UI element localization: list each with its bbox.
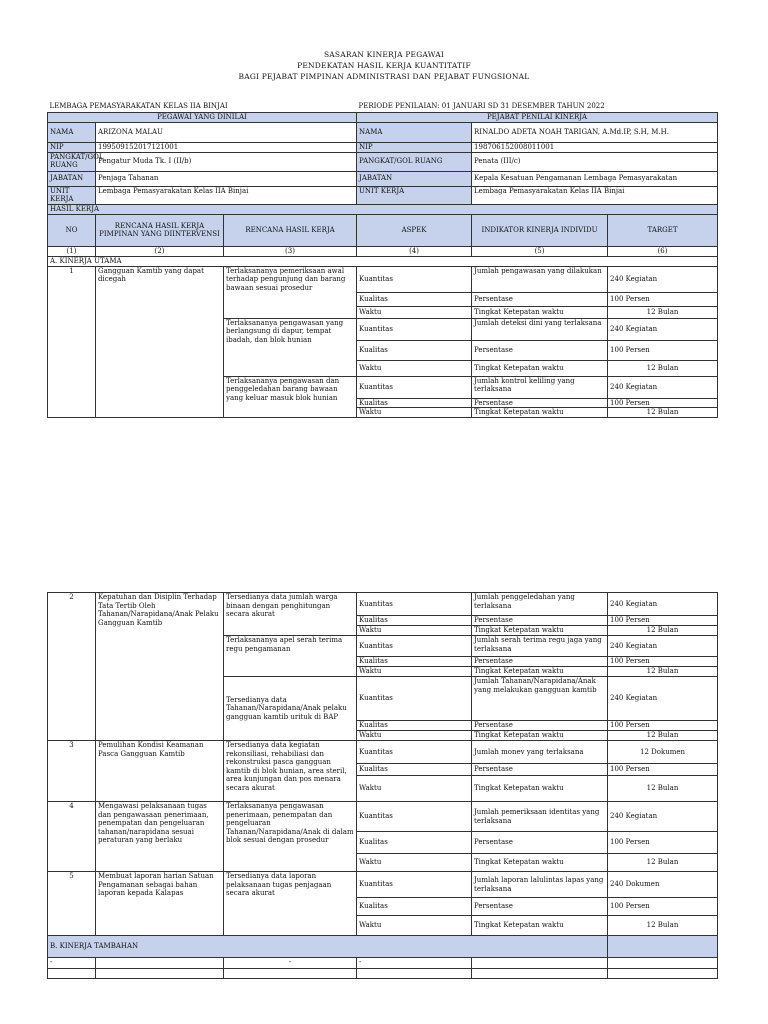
item1-r3-target-kualitas: 100 Persen [608,398,718,408]
item5-r1-persentase: Persentase [472,898,608,916]
pegawai-header: PEGAWAI YANG DINILAI [48,112,357,122]
item1-r1-rhk: Terlaksananya pemeriksaan awal terhadap pengunjung dan barang bawaan sesuai prosedur [224,266,357,318]
penilai-pangkat-label: PANGKAT/GOL RUANG [357,152,472,171]
item1-r3-kuantitas: Kuantitas [357,376,472,398]
col-num-1: (1) [48,246,96,256]
instansi-label: LEMBAGA PEMASYARAKATAN KELAS IIA BINJAI [49,102,228,110]
tambahan-empty-5 [472,969,608,979]
item2-r3-persentase: Persentase [472,721,608,731]
item2-r1-waktu: Waktu [357,626,472,636]
item1-r2-ketepatan: Tingkat Ketepatan waktu [472,360,608,376]
item1-r1-persentase: Persentase [472,292,608,306]
pegawai-jabatan-label: JABATAN [48,171,96,186]
pegawai-nip: 199509152017121001 [96,142,357,152]
item4-r1-persentase: Persentase [472,832,608,854]
item1-r2-kualitas: Kualitas [357,340,472,360]
item5-r1-rhk: Tersedianya data laporan pelaksanaan tugas penjagaan secara akurat [224,872,357,936]
col-rhk: RENCANA HASIL KERJA [224,214,357,246]
item3-r1-target-kualitas: 100 Persen [608,764,718,776]
tambahan-aspek: - [357,958,472,969]
col-num-5: (5) [472,246,608,256]
item4-r1-ketepatan: Tingkat Ketepatan waktu [472,854,608,872]
item3-r1-target: 12 Dokumen [608,741,718,764]
item1-r1-kualitas: Kualitas [357,292,472,306]
item1-r1-target: 240 Kegiatan [608,266,718,292]
item3-r1-iki: Jumlah monev yang terlaksana [472,741,608,764]
item1-r2-waktu: Waktu [357,360,472,376]
item2-r1-target-waktu: 12 Bulan [608,626,718,636]
item3-no: 3 [48,741,96,802]
item2-r2-target-kualitas: 100 Persen [608,657,718,667]
item2-r2-iki: Jumlah serah terima regu jaga yang terlaksana [472,636,608,657]
item1-r3-target-waktu: 12 Bulan [608,408,718,418]
item1-r2-target-kualitas: 100 Persen [608,340,718,360]
item3-r1-persentase: Persentase [472,764,608,776]
item1-r3-persentase: Persentase [472,398,608,408]
item1-pimpinan: Gangguan Kamtib yang dapat dicegah [96,266,224,417]
pegawai-nama: ARIZONA MALAU [96,122,357,142]
item1-r2-target: 240 Kegiatan [608,318,718,340]
item3-r1-kualitas: Kualitas [357,764,472,776]
penilai-nama: RINALDO ADETA NOAH TARIGAN, A.Md.IP, S.H, M.H. [472,122,718,142]
pegawai-unit: Lembaga Pemasyarakatan Kelas IIA Binjai [96,186,357,204]
item2-r3-target-kualitas: 100 Persen [608,721,718,731]
hasil-kerja-label: HASIL KERJA [48,204,718,214]
item4-r1-waktu: Waktu [357,854,472,872]
item4-r1-target: 240 Kegiatan [608,802,718,832]
item1-r1-iki: Jumlah pengawasan yang dilakukan [472,266,608,292]
tambahan-no: - [48,958,96,969]
pegawai-pangkat: Pengatur Muda Tk. I (II/b) [96,152,357,171]
col-num-6: (6) [608,246,718,256]
item1-r3-kualitas: Kualitas [357,398,472,408]
col-rhk-pimpinan: RENCANA HASIL KERJA PIMPINAN YANG DIINTERVENSI [96,214,224,246]
item1-r3-target: 240 Kegiatan [608,376,718,398]
item2-r1-kuantitas: Kuantitas [357,593,472,616]
tambahan-rhk: - [224,958,357,969]
item5-no: 5 [48,872,96,936]
section-b-target-cell [608,936,718,958]
pegawai-nama-label: NAMA [48,122,96,142]
item1-r2-rhk: Terlaksananya pengawasan yang berlangsung di dapur, tempat ibadah, dan blok hunian [224,318,357,376]
item2-r2-kualitas: Kualitas [357,657,472,667]
item1-r2-target-waktu: 12 Bulan [608,360,718,376]
item1-r1-ketepatan: Tingkat Ketepatan waktu [472,306,608,318]
pegawai-nip-label: NIP [48,142,96,152]
item4-r1-kuantitas: Kuantitas [357,802,472,832]
item2-r1-kualitas: Kualitas [357,616,472,626]
item1-r1-kuantitas: Kuantitas [357,266,472,292]
item5-r1-iki: Jumlah laporan lalulintas lapas yang terlaksana [472,872,608,898]
item2-r3-iki: Jumlah Tahanan/Narapidana/Anak yang melakukan gangguan kamtib [472,677,608,721]
item2-r1-iki: Jumlah penggeledahan yang terlaksana [472,593,608,616]
item4-r1-rhk: Terlaksananya pengawasan penerimaan, penempatan dan pengeluaran Tahanan/Narapidana/Anak di dalam blok sesuai dengan prosedur [224,802,357,872]
item3-pimpinan: Pemulihan Kondisi Keamanan Pasca Gangguan Kamtib [96,741,224,802]
tambahan-empty-1 [48,969,96,979]
penilai-nip: 198706152008011001 [472,142,718,152]
item2-r3-waktu: Waktu [357,731,472,741]
item2-r2-target-waktu: 12 Bulan [608,667,718,677]
item2-r1-rhk: Tersedianya data jumlah warga binaan dengan penghitungan secara akurat [224,593,357,636]
tambahan-pimpinan [96,958,224,969]
item2-pimpinan: Kepatuhan dan Disiplin Terhadap Tata Tertib Oleh Tahanan/Narapidana/Anak Pelaku Gangguan Kamtib [96,593,224,741]
item2-r1-target: 240 Kegiatan [608,593,718,616]
item1-r3-waktu: Waktu [357,408,472,418]
item2-r3-target-waktu: 12 Bulan [608,731,718,741]
section-kinerja-tambahan: B. KINERJA TAMBAHAN [48,936,608,958]
section-kinerja-utama: A. KINERJA UTAMA [48,256,718,266]
doc-title-line1: SASARAN KINERJA PEGAWAI [323,50,445,59]
item2-r2-target: 240 Kegiatan [608,636,718,657]
item2-r3-ketepatan: Tingkat Ketepatan waktu [472,731,608,741]
item1-r2-iki: Jumlah deteksi dini yang terlaksana [472,318,608,340]
item1-r2-persentase: Persentase [472,340,608,360]
tambahan-empty-4 [357,969,472,979]
item1-r3-iki: Jumlah kontrol keliling yang terlaksana [472,376,608,398]
penilai-header: PEJABAT PENILAI KINERJA [357,112,718,122]
item5-r1-waktu: Waktu [357,916,472,936]
item5-r1-kuantitas: Kuantitas [357,872,472,898]
item2-no: 2 [48,593,96,741]
periode-label: PERIODE PENILAIAN: 01 JANUARI SD 31 DESEMBER TAHUN 2022 [358,102,605,110]
col-target: TARGET [608,214,718,246]
col-iki: INDIKATOR KINERJA INDIVIDU [472,214,608,246]
tambahan-target [608,958,718,969]
skp-table-page2 [47,592,718,979]
penilai-nama-label: NAMA [357,122,472,142]
item1-r3-rhk: Terlaksananya pengawasan dan penggeledahan barang bawaan yang keluar masuk blok hunian [224,376,357,417]
item4-pimpinan: Mengawasi pelaksanaan tugas dan pengawasaan penerimaan, penempatan dan pengeluaran tahanan/narapidana sesuai peraturan yang berlaku [96,802,224,872]
doc-title-line2: PENDEKATAN HASIL KERJA KUANTITATIF [297,61,471,70]
penilai-pangkat: Penata (III/c) [472,152,718,171]
penilai-jabatan-label: JABATAN [357,171,472,186]
item1-r1-target-kualitas: 100 Persen [608,292,718,306]
item5-r1-kualitas: Kualitas [357,898,472,916]
item2-r2-ketepatan: Tingkat Ketepatan waktu [472,667,608,677]
item4-r1-kualitas: Kualitas [357,832,472,854]
pegawai-jabatan: Penjaga Tahanan [96,171,357,186]
item1-no: 1 [48,266,96,417]
col-num-2: (2) [96,246,224,256]
item5-r1-ketepatan: Tingkat Ketepatan waktu [472,916,608,936]
item2-r1-target-kualitas: 100 Persen [608,616,718,626]
item2-r2-persentase: Persentase [472,657,608,667]
item2-r1-persentase: Persentase [472,616,608,626]
col-no: NO [48,214,96,246]
col-aspek: ASPEK [357,214,472,246]
item3-r1-ketepatan: Tingkat Ketepatan waktu [472,776,608,802]
tambahan-empty-3 [224,969,357,979]
item3-r1-rhk: Tersedianya data kegiatan rekonsiliasi, rehabiliasi dan rekonstruksi pasca gangguan kamtib di blok hunian, area steril, area kunjungan dan pos menara secara akurat [224,741,357,802]
item5-r1-target-kualitas: 100 Persen [608,898,718,916]
item2-r3-rhk: Tersedianya data Tahanan/Narapidana/Anak pelaku gangguan kamtib urituk di BAP [224,677,357,741]
doc-title-line3: BAGI PEJABAT PIMPINAN ADMINISTRASI DAN PEJABAT FUNGSIONAL [238,72,530,81]
item5-r1-target: 240 Dokumen [608,872,718,898]
item3-r1-kuantitas: Kuantitas [357,741,472,764]
penilai-unit: Lembaga Pemasyarakatan Kelas IIA Binjai [472,186,718,204]
item1-r1-target-waktu: 12 Bulan [608,306,718,318]
tambahan-empty-6 [608,969,718,979]
item2-r3-target: 240 Kegiatan [608,677,718,721]
item5-pimpinan: Membuat laporan harian Satuan Pengamanan sebagai bahan laporan kepada Kalapas [96,872,224,936]
item2-r3-kualitas: Kualitas [357,721,472,731]
item1-r2-kuantitas: Kuantitas [357,318,472,340]
item2-r2-waktu: Waktu [357,667,472,677]
item4-r1-target-waktu: 12 Bulan [608,854,718,872]
item1-r1-waktu: Waktu [357,306,472,318]
pegawai-pangkat-label: PANGKAT/GOL RUANG [48,152,96,171]
item3-r1-waktu: Waktu [357,776,472,802]
skp-table-page1 [47,102,718,418]
item4-r1-iki: Jumlah pemeriksaan identitas yang terlaksana [472,802,608,832]
pegawai-unit-label: UNIT KERJA [48,186,96,204]
item2-r2-rhk: Terlaksananya apel serah terima regu pengamanan [224,636,357,677]
item2-r2-kuantitas: Kuantitas [357,636,472,657]
penilai-jabatan: Kepala Kesatuan Pengamanan Lembaga Pemasyarakatan [472,171,718,186]
item4-r1-target-kualitas: 100 Persen [608,832,718,854]
tambahan-empty-2 [96,969,224,979]
item5-r1-target-waktu: 12 Bulan [608,916,718,936]
col-num-3: (3) [224,246,357,256]
penilai-unit-label: UNIT KERJA [357,186,472,204]
item2-r1-ketepatan: Tingkat Ketepatan waktu [472,626,608,636]
item1-r3-ketepatan: Tingkat Ketepatan waktu [472,408,608,418]
item3-r1-target-waktu: 12 Bulan [608,776,718,802]
item2-r3-kuantitas: Kuantitas [357,677,472,721]
item4-no: 4 [48,802,96,872]
penilai-nip-label: NIP [357,142,472,152]
col-num-4: (4) [357,246,472,256]
tambahan-iki [472,958,608,969]
